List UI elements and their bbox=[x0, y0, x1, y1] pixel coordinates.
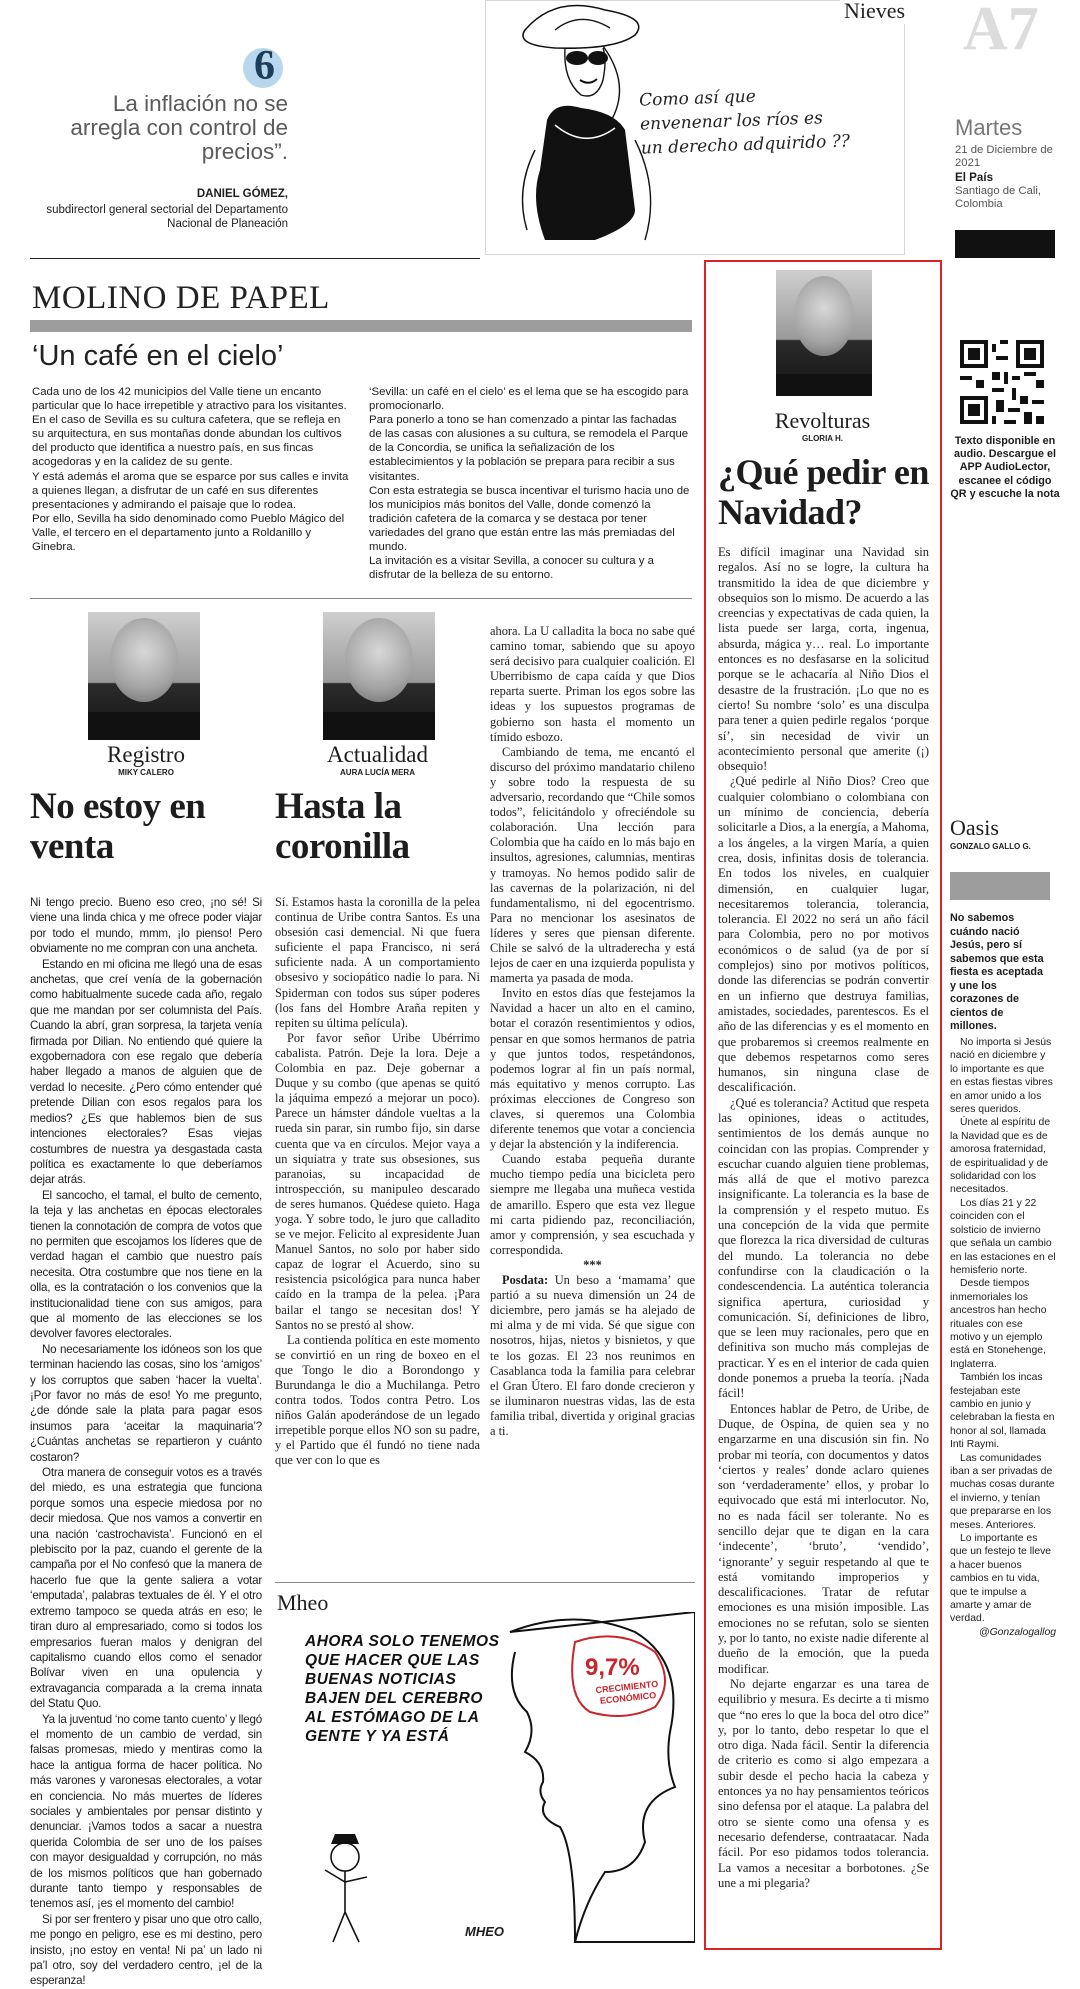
mheo-cartoon bbox=[275, 1582, 695, 1952]
quote-block bbox=[30, 43, 290, 238]
paragraph: Las comunidades iban a ser privadas de muchas cosas durante el invierno, y tenían que prepararse en los meses. Anteriores. bbox=[950, 1452, 1055, 1531]
page-code: A7 bbox=[963, 0, 1039, 63]
page-info bbox=[955, 0, 1065, 265]
paragraph: Con esta estrategia se busca incentivar el turismo hacia uno de los municipios más bonitos del Valle, donde comenzó la tradición cafetera de la comarca y se destaca por tener variedades del grano que están entre las más premiadas del mundo. bbox=[369, 484, 690, 554]
oasis-bar bbox=[950, 872, 1050, 900]
qr-code-icon[interactable] bbox=[960, 340, 1044, 424]
paper-name: El País bbox=[955, 171, 994, 184]
oasis-body bbox=[950, 1036, 1056, 1639]
paragraph: Es difícil imaginar una Navidad sin regalos. Así no se logre, la cultura ha transmitido la idea de que diciembre y obsequios son lo mismo. De acuerdo a las creencias y expectativas de cada quien, la lista puede ser larga, corta, ingenua, absurda, mágica y… real. Lo importante entonces es no desfasarse en la solicitud porque se le achacaría al Niño Dios el desastre de la frustración. ¡Lo que no es cierto! Su nombre ‘solo’ es una disculpa para tener a quien pedirle regalos ‘porque sí’, sin necesidad de vivir un acontecimiento personal que amerite (¡) obsequio! bbox=[718, 545, 929, 774]
paragraph: No necesariamente los idóneos son los que terminan haciendo las cosas, sino los ‘amigos’ y los corruptos que saben ‘hacer la vuelta’. ¡Por favor no más de eso! Yo me pregunto, ¿de dónde sale la plata para pagar esos insumos para ‘aceitar la maquinaria’? ¿Cuántas anchetas se repartieron y cuánto costaron? bbox=[30, 1342, 262, 1464]
author-photo bbox=[323, 612, 435, 740]
posdata-text: Un beso a ‘mamama’ que partió a su nueva dimensión un 24 de diciembre, pero jamás se ha alejado de mi alma y de mi vida. Sé que sigue con nosotros, hijas, nietos y bisnietos, y que te los gozas. El 23 nos reunimos en Casablanca toda la familia para celebrar el Gran Útero. El faro donde crecieron y se iluminaron nuestras vidas, las de esta familia tribal, divertida y original gracias a ti. bbox=[490, 1273, 695, 1438]
paragraph: Lo importante es que un festejo te lleve a hacer buenos cambios en tu vida, que te impulse a amarte y amar de verdad. bbox=[950, 1533, 1052, 1625]
paragraph: Cada uno de los 42 municipios del Valle tiene un encanto particular que lo hace irrepetible y atractivo para los visitantes. bbox=[32, 386, 347, 413]
registro-column bbox=[30, 612, 262, 1988]
paragraph: Ni tengo precio. Bueno eso creo, ¡no sé! Si viene una linda chica y me ofrece poder viajar por todo el mundo, mmm, ¡lo pienso! Pero obviamente no me compran con una ancheta. bbox=[30, 896, 262, 956]
paragraph: No importa si Jesús nació en diciembre y lo importante es que en estas fiestas vibres en amor unido a los seres queridos. bbox=[950, 1037, 1053, 1116]
paragraph: Y está además el aroma que se esparce por sus calles e invita a quienes llegan, a disfrutar de un café en sus diferentes presentaciones y admirando el paisaje que lo rodea. bbox=[32, 470, 349, 511]
nieves-section-label: Nieves bbox=[840, 0, 909, 24]
paragraph: Entonces hablar de Petro, de Uribe, de Duque, de Ospina, de quien sea y no engarzarme en una discusión sin fin. No probar mi teoría, con documentos y datos ‘ciertos y reales’ donde aclaro quienes son ‘verdaderamente’ ellos, y probar lo equivocado que está mi interlocutor. No, no es nada fácil ser tolerante. No es sencillo dejar que te digan en la cara ‘indecente’, ‘bruto’, ‘vendido’, ‘ignorante’ y seguir respetando al que te está vomitando improperios y descalificaciones. Tratar de refutar emociones es una misión imposible. Las emociones no se refutan, solo se sienten y, por lo tanto, no existe nadie diferente al dueño de la emoción, que la pueda modificar. bbox=[718, 1401, 929, 1676]
paragraph: La invitación es a visitar Sevilla, a conocer su cultura y a disfrutar de la belleza de su entorno. bbox=[369, 555, 654, 582]
weekday: Martes bbox=[955, 115, 1023, 140]
paragraph: Sí. Estamos hasta la coronilla de la pelea continua de Uribe contra Santos. Es una obsesión casi demencial. Ni que fuera suficiente el papa Francisco, ni será suficiente nada. A un comportamiento obsesivo y sociopático nadie lo para. Ni Spiderman con todos sus súper poderes (los fans del Hombre Araña repiten y repiten su última película). bbox=[275, 895, 480, 1030]
molino-divider bbox=[30, 598, 692, 599]
posdata-label: Posdata: bbox=[502, 1273, 549, 1288]
article-body-col-1 bbox=[275, 895, 480, 1469]
paragraph: ahora. La U calladita la boca no sabe qué camino tomar, sabiendo que su apoyo será decisivo para cualquier coalición. El Uberribismo de capa caída y que Dios reparta suerte. Priman los egos sobre las ideas y los supuestos programas de gobierno son hasta el momento un tímido esbozo. bbox=[490, 624, 695, 744]
top-header bbox=[0, 0, 1080, 265]
mheo-label: Mheo bbox=[277, 1590, 329, 1615]
molino-section bbox=[30, 280, 692, 600]
quote-text: La inflación no se arregla con control de precios”. bbox=[70, 91, 288, 164]
author-name: MIKY CALERO bbox=[118, 768, 174, 777]
paragraph: Desde tiempos inmemoriales los ancestros han hecho rituales con ese motivo y un ejemplo está en Stonehenge, Inglaterra. bbox=[950, 1278, 1047, 1370]
posdata bbox=[490, 1273, 695, 1439]
paragraph: ‘Sevilla: un café en el cielo’ es el lema que se ha escogido para promocionarlo. bbox=[369, 386, 689, 413]
paragraph: En el caso de Sevilla es su cultura cafetera, que se refleja en su arquitectura, en sus montañas donde abundan los cultivos del producto que identifica a nuestro país, en sus fincas acogedoras y en la calidez de su gente. bbox=[32, 414, 342, 469]
oasis-handle: @Gonzalogallog bbox=[979, 1626, 1056, 1638]
oasis-author: GONZALO GALLO G. bbox=[950, 842, 1031, 851]
author-name: GLORIA H. bbox=[801, 434, 844, 443]
molino-title-bar bbox=[30, 320, 692, 332]
column-name: Revolturas bbox=[774, 408, 871, 433]
molino-title: MOLINO DE PAPEL bbox=[32, 280, 330, 316]
mheo-signature: MHEO bbox=[465, 1924, 504, 1939]
paragraph: Para ponerlo a tono se han comenzado a pintar las fachadas de las casas con alusiones a su cultura, se remodela el Parque de la Concordia, se unifica la señalización de los establecimientos y la población se prepara para recibir a sus visitantes. bbox=[369, 414, 689, 483]
paragraph: Por favor señor Uribe Ubérrimo cabalista. Patrón. Deje la lora. Deje a Colombia en paz. Deje gobernar a Duque y su combo (que apenas se quitó la jáquima empezó a mejorar un poco). Parece un hámster dándole vueltas a la rueda sin parar, sin rumbo fijo, sin darse cuenta que va en círculos. Mejor vaya a un siquiatra y trate sus obsesiones, sus paranoias, su incapacidad de introspección, su manipuleo descarado de seres humanos. Quédese quieto. Haga yoga. Y sobre todo, le juro que calladito se ve mejor. Felicito al expresidente Juan Manuel Santos, no solo por haber sido capaz de lograr el Acuerdo, sino su resistencia psicológica para nunca haber caído en la trampa de la pelea. ¡Para bailar el tango se necesitan dos! Y Santos no se prestó al show. bbox=[275, 1030, 480, 1332]
paragraph: Cambiando de tema, me encantó el discurso del próximo mandatario chileno y sobre todo la respuesta de su adversario, recordando que “Chile somos todos”, felicitándolo y ofreciéndole su colaboración. Una lección para Colombia que ha caído en lo más bajo en insultos, agresiones, calumnias, mentiras y tramoyas. No hemos podido salir de las cavernas de la polarización, ni del fundamentalismo, ni del egocentrismo. Para no mencionar los asesinatos de líderes y seres que piensan diferente. Chile se salvó de la ultraderecha y está lejos de caer en una izquierda populista y mamerta ya pasada de moda. bbox=[490, 744, 695, 986]
mheo-brain-caption: CRECIMIENTO ECONÓMICO bbox=[595, 1678, 659, 1706]
quote-role: subdirectorl general sectorial del Departamento Nacional de Planeación bbox=[46, 204, 288, 230]
quote-mark-icon: 6 bbox=[243, 48, 283, 88]
quote-rule bbox=[30, 258, 480, 259]
paragraph: Por ello, Sevilla ha sido denominado como Pueblo Mágico del Valle, el tercero en el departamento junto a Roldanillo y Ginebra. bbox=[32, 512, 345, 554]
paragraph: No dejarte engarzar es una tarea de equilibrio y mesura. Es decirte a ti mismo que “no eres lo que la boca del otro dice” y, por lo tanto, debo respetar lo que el otro diga. Nada fácil. Sentir la diferencia de criterio es como si algo empezara a subir desde el pecho hacia la cabeza y entonces ya no hay pensamientos teóricos sino defensa por el ataque. La palabra del otro se siente como una ofensa y es necesario defenderse, contraatacar. Nada fácil. Por eso pidamos todos tolerancia. La vamos a necesitar a borbotones. ¿Se une a mi plegaria? bbox=[718, 1676, 929, 1890]
black-bar bbox=[955, 230, 1055, 258]
molino-col-2 bbox=[369, 385, 691, 582]
paragraph: Cuando estaba pequeña durante mucho tiempo pedía una bicicleta pero siempre me llegaba una muñeca vestida de amarillo. Espero que esta vez llegue mi carta pidiendo paz, reconciliación, amor y comprensión, y sea escuchada y correspondida. bbox=[490, 1152, 695, 1257]
author-name: AURA LUCÍA MERA bbox=[340, 768, 415, 777]
paragraph: Únete al espíritu de la Navidad que es de amorosa fraternidad, de espiritualidad y de solidaridad con los necesitados. bbox=[950, 1117, 1051, 1196]
quote-author: DANIEL GÓMEZ, bbox=[196, 188, 288, 200]
headline: ¿Qué pedir en Navidad? bbox=[718, 452, 929, 532]
paragraph: ¿Qué es tolerancia? Actitud que respeta las opiniones, ideas o actitudes, sentimientos de los demás aunque no coincidan con las propias. Comprender y escuchar cuando alguien tiene problemas, más allá de que el motivo parezca insignificante. La tolerancia es la base de la comprensión y el respeto mutuo. Es una concepción de la vida que permite que florezca la rica diversidad de culturas del mundo. La tolerancia no debe confundirse con la claudicación o la condescendencia. La auténtica tolerancia significa apertura, curiosidad y comunicación. Sí, definiciones de libro, que se leen muy racionales, pero que en definitiva son mucho más complejas de practicar. Y es en el interior de cada quien donde ponemos a prueba la teoría. ¡Nada fácil! bbox=[718, 1095, 929, 1401]
oasis-title: Oasis bbox=[950, 815, 999, 840]
article-body-col-2 bbox=[490, 624, 695, 1439]
paragraph: También los incas festejaban este cambio en junio y celebraban la fiesta en honor al sol, llamada Inti Raymi. bbox=[950, 1372, 1055, 1451]
city: Santiago de Cali, Colombia bbox=[955, 185, 1042, 210]
column-name: Registro bbox=[107, 742, 185, 767]
audio-note: Texto disponible en audio. Descargue el APP AudioLector, escanee el código QR y escuche la nota bbox=[950, 435, 1060, 500]
nieves-cartoon bbox=[485, 0, 905, 255]
molino-col-1 bbox=[32, 385, 354, 554]
right-sidebar bbox=[950, 330, 1068, 1960]
paragraph: Otra manera de conseguir votos es a través del miedo, es una estrategia que funciona porque somos una especie miedosa por no decir miedosa. Que nos vamos a convertir en una nación ‘castrochavista’. Funcionó en el plebiscito por la paz, cuando el gerente de la campaña por el No confesó que la manera de hacerlo fue que la gente saliera a votar ‘emputada’, palabras textuales de él. Y el otro extremo tampoco se queda atrás en eso; le tiran duro al empresariado, como si todos los empresarios fueran malos y denigran del capitalismo cuando ellos como el senador Bolívar viven en una opulencia y extravagancia comparada a la crema innata del Statu Quo. bbox=[30, 1466, 262, 1711]
stars: *** bbox=[583, 1257, 602, 1272]
author-photo bbox=[88, 612, 200, 740]
article-body bbox=[30, 895, 262, 1989]
headline: Hasta la coronilla bbox=[275, 786, 410, 867]
column-name: Actualidad bbox=[327, 742, 428, 767]
mheo-speech: AHORA SOLO TENEMOS QUE HACER QUE LAS BUENAS NOTICIAS BAJEN DEL CEREBRO AL ESTÓMAGO DE LA GENTE Y YA ESTÁ bbox=[305, 1633, 500, 1745]
paragraph: Los días 21 y 22 coinciden con el solsticio de invierno que señala un cambio en las estaciones en el hemisferio norte. bbox=[950, 1197, 1056, 1276]
paragraph: La contienda política en este momento se convirtió en un ring de boxeo en el que Tongo le dio a Borondongo y Burundanga le dio a Muchilanga. Petro contra todos. Todos contra Petro. Los niños Galán apoderándose de un legado irrepetible porque ellos NO son su padre, y el Partido que él fundó no tiene nada que ver con lo que es bbox=[275, 1332, 480, 1468]
article-body bbox=[718, 545, 929, 1891]
paragraph: Si por ser frentero y pisar uno que otro callo, me pongo en peligro, ese es mi destino, pero insisto, ¡no estoy en venta! Ni pa’ un lado ni pa’l otro, soy del verdadero centro, ¡el de la esperanza! bbox=[30, 1912, 262, 1988]
author-photo bbox=[776, 270, 872, 396]
mheo-brain-value: 9,7% bbox=[585, 1654, 640, 1681]
mheo-top-rule bbox=[275, 1582, 695, 1583]
revolturas-column bbox=[704, 260, 942, 1950]
nieves-caption: Como así que envenenar los ríos es un derecho adquirido ?? bbox=[638, 86, 851, 159]
paragraph: Estando en mi oficina me llegó una de esas anchetas, que creí venía de la gobernación como habitualmente sucede cada año, regalo que me mandan por ser columnista del País. Cuando la abrí, gran sorpresa, la tarjeta venía firmada por Dilian. No entiendo qué quiere la exgobernadora con ese regalo que debería haber llegado a manos de alguien que de verdad lo necesite. ¿Pero cómo entender qué pretende Dilian con esos regalos para los medios? ¿Es que hablemos bien de sus intenciones electorales? Esas viejas costumbres de nuestra ya desgastada casta política es exactamente lo que deberíamos dejar atrás. bbox=[30, 957, 262, 1187]
paragraph: Invito en estos días que festejamos la Navidad a hacer un alto en el camino, botar el corazón resentimientos y odios, pensar en que somos hermanos de patria y que juntos todos, respetándonos, podemos lograr al fin un país normal, más equitativo y menos corrupto. Las próximas elecciones de Congreso son claves, si queremos una Colombia diferente tenemos que votar a conciencia y dejar la abstención y la indiferencia. bbox=[490, 986, 695, 1152]
headline: No estoy en venta bbox=[30, 786, 206, 867]
paragraph: ¿Qué pedirle al Niño Dios? Creo que cualquier colombiano o colombiana con un mínimo de conciencia, debería solicitarle a Dios, a la energía, a Mahoma, a los ángeles, a la virgen María, a quien crea, dosis, infinitas dosis de tolerancia. En todos los niveles, en cualquier dimensión, en cualquier lugar, necesitaremos tolerancia, tolerancia, tolerancia. El 2022 no será un año fácil para Colombia, pero no por motivos económicos o de salud (ya de por sí complejos) sino por motivos políticos, donde las diferencias se podrán convertir en un infierno que destruya familias, amistades, sociedades, parentescos. Es el año de las diferencias y es el momento en que probaremos si creemos realmente en que debemos respetarnos como seres humanos, sin ninguna clase de descalificación. bbox=[718, 774, 929, 1095]
molino-headline: ‘Un café en el cielo’ bbox=[32, 340, 284, 372]
date: 21 de Diciembre de 2021 bbox=[955, 144, 1053, 169]
paragraph: Ya la juventud ‘no come tanto cuento’ y llegó el momento de un cambio de verdad, sin falsas promesas, miedo y mentiras como la hace la antigua forma de hacer política. No más varones y varonesas electorales, a votar en conciencia. No más muertes de líderes sociales y ambientales por pensar distinto y denunciar. ¡Vamos todos a sacar a nuestra querida Colombia de ser uno de los países con mayor desigualdad y corrupción, no más de los mismos políticos que han gobernado durante tanto tiempo y responsables de tenemos así, ¡es el momento del cambio! bbox=[30, 1712, 262, 1911]
paragraph: El sancocho, el tamal, el bulto de cemento, la teja y las anchetas en épocas electorales tienen la connotación de compra de votos que no permiten que escojamos los líderes que de verdad hagan el cambio que nuestro país necesita. Otra costumbre que nos tiene en la olla, es la contratación o los convenios que la institucionalidad tiene con sus amigos, para que al momento de las elecciones se los devolver favores electorales. bbox=[30, 1188, 262, 1341]
oasis-lead: No sabemos cuándo nació Jesús, pero sí sabemos que esta fiesta es aceptada y une los corazones de cientos de millones. bbox=[950, 912, 1044, 1032]
